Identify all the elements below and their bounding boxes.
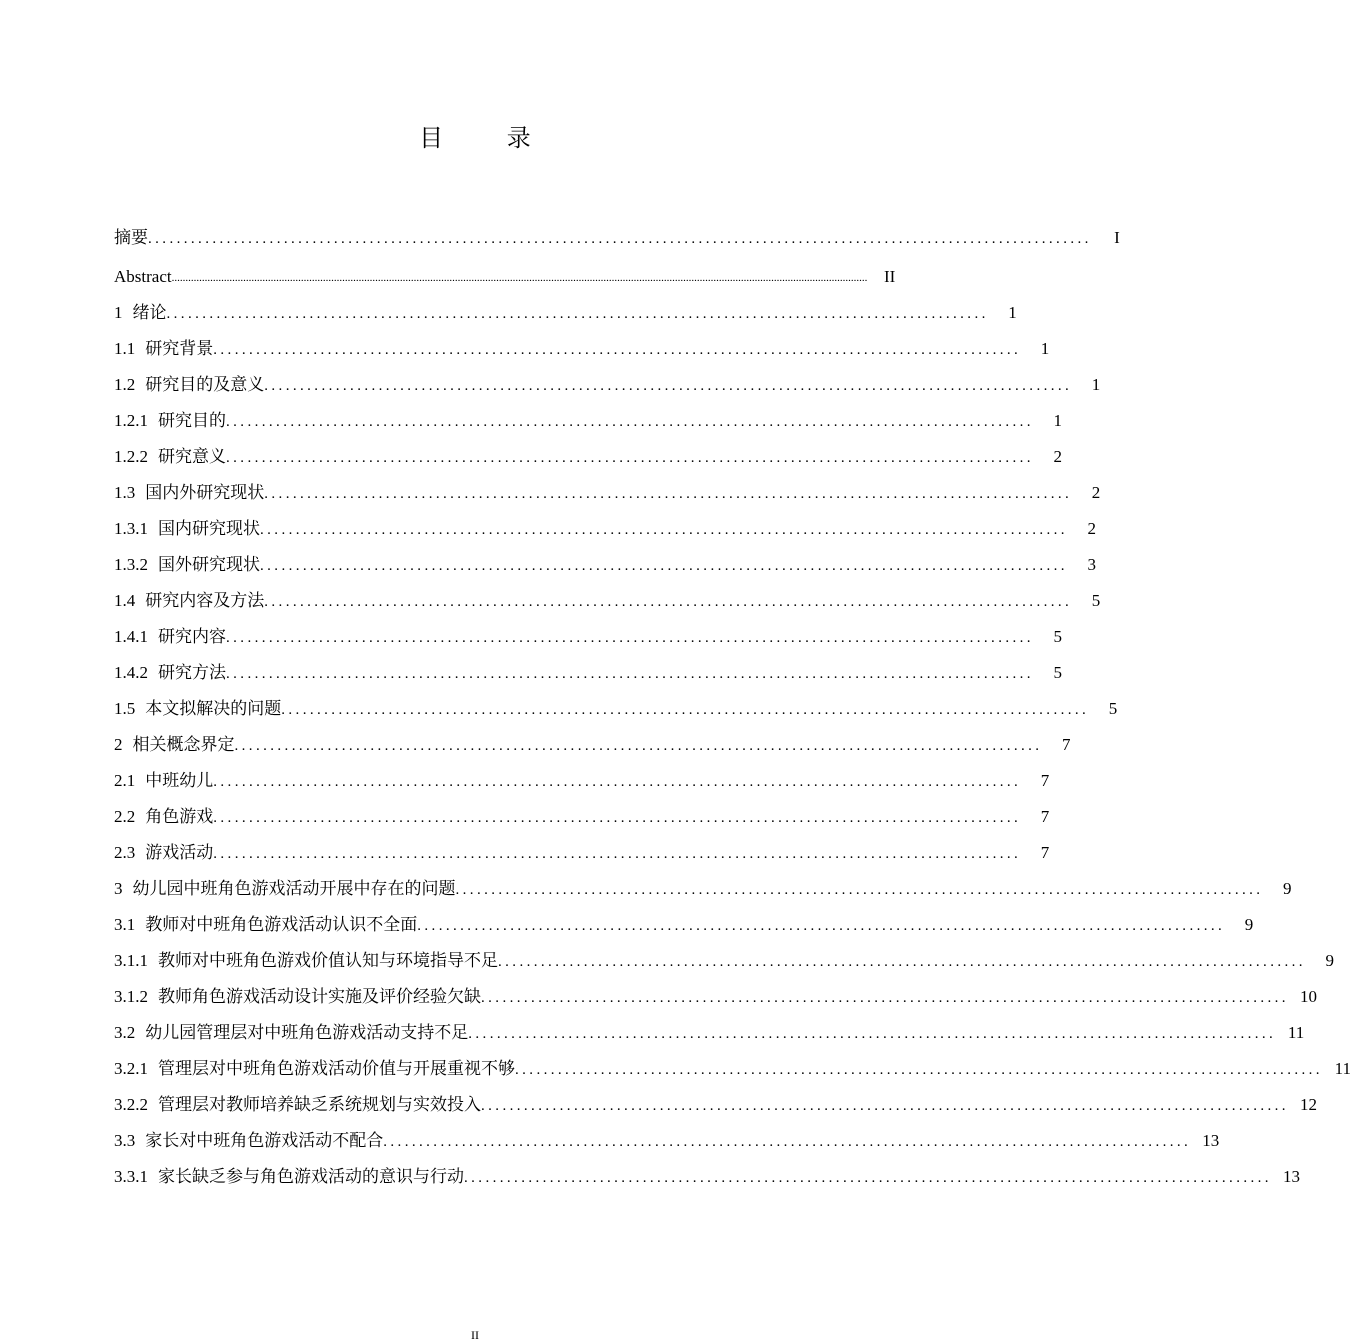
toc-entry[interactable] bbox=[114, 359, 1101, 395]
toc-entry-page: 11 bbox=[1334, 1059, 1351, 1078]
toc-entry-label: 摘要 bbox=[114, 228, 148, 247]
toc-entry-page: 7 bbox=[1040, 807, 1050, 826]
toc-entry-number: 1.3 bbox=[114, 483, 136, 502]
toc-entry[interactable] bbox=[114, 323, 1050, 359]
toc-leader-dots: ................................................................................................................. bbox=[468, 1026, 1277, 1042]
toc-leader-dots: ................................................................................................................. bbox=[213, 774, 1022, 790]
toc-entry-page: 12 bbox=[1299, 1095, 1317, 1114]
toc-entry-label: 相关概念界定 bbox=[132, 735, 235, 754]
toc-entry-number: 3.1 bbox=[114, 915, 136, 934]
toc-leader-dots: .................................................................................................................................... bbox=[148, 231, 1092, 247]
toc-leader-dots: ................................................................................................................. bbox=[213, 846, 1022, 862]
toc-entry-label: 研究背景 bbox=[145, 339, 214, 358]
toc-entry-page: 13 bbox=[1202, 1131, 1220, 1150]
toc-entry-label: 研究目的及意义 bbox=[145, 375, 265, 394]
toc-leader-dots: ................................................................................................................... bbox=[166, 306, 989, 322]
toc-entry-number: 1.3.1 bbox=[114, 519, 148, 538]
toc-entry-number: 1.2 bbox=[114, 375, 136, 394]
toc-entry-page: 1 bbox=[1008, 303, 1017, 322]
toc-entry-number: 3.1.1 bbox=[114, 951, 148, 970]
toc-entry[interactable] bbox=[114, 1079, 1317, 1115]
toc-entry-number: 1.1 bbox=[114, 339, 136, 358]
toc-entry-page: 2 bbox=[1053, 447, 1062, 466]
toc-entry-page: 11 bbox=[1287, 1023, 1305, 1042]
toc-entry-number: 1.4 bbox=[114, 591, 136, 610]
toc-entry[interactable] bbox=[114, 395, 1062, 431]
toc-leader-dots: ................................................................................................................. bbox=[213, 810, 1022, 826]
toc-entry-page: 3 bbox=[1087, 555, 1096, 574]
toc-entry[interactable] bbox=[114, 863, 1292, 899]
toc-entry-number: 2.2 bbox=[114, 807, 136, 826]
toc-entry-label: 本文拟解决的问题 bbox=[145, 699, 282, 718]
toc-entry[interactable] bbox=[114, 503, 1096, 539]
toc-leader-dots: ................................................................................................................. bbox=[264, 594, 1073, 610]
toc-entry-number: 2 bbox=[114, 735, 123, 754]
toc-entry-label: 幼儿园中班角色游戏活动开展中存在的问题 bbox=[132, 879, 456, 898]
toc-entry-page: 13 bbox=[1282, 1167, 1300, 1186]
toc-leader-dots: ................................................................................................................. bbox=[234, 738, 1043, 754]
toc-entry-label: 管理层对中班角色游戏活动价值与开展重视不够 bbox=[158, 1059, 515, 1078]
toc-entry-label: 角色游戏 bbox=[145, 807, 214, 826]
toc-leader-dots: ................................................................................................................. bbox=[383, 1134, 1192, 1150]
toc-entry-number: 3 bbox=[114, 879, 123, 898]
toc-entry-number: 1.5 bbox=[114, 699, 136, 718]
toc-entry[interactable] bbox=[114, 755, 1050, 791]
toc-leader-dots: ................................................................................................................. bbox=[264, 486, 1073, 502]
toc-entry-page: 2 bbox=[1091, 483, 1101, 502]
toc-entry-page: 5 bbox=[1091, 591, 1101, 610]
toc-entry-label: 教师对中班角色游戏活动认识不全面 bbox=[145, 915, 418, 934]
toc-entry-page: 7 bbox=[1061, 735, 1071, 754]
toc-leader-dots: ................................................................................................................. bbox=[515, 1062, 1323, 1078]
toc-entry[interactable] bbox=[114, 467, 1101, 503]
toc-leader-dots: ................................................................................................................. bbox=[226, 414, 1034, 430]
toc-leader-dots: ................................................................................................................. bbox=[417, 918, 1226, 934]
toc-leader-dots: ................................................................................................................. bbox=[498, 954, 1306, 970]
toc-entry[interactable] bbox=[114, 287, 1017, 323]
toc-entry-page: 5 bbox=[1053, 627, 1062, 646]
toc-leader-dots: ................................................................................................................. bbox=[281, 702, 1090, 718]
toc-entry-page: 1 bbox=[1091, 375, 1101, 394]
toc-leader-dots: ................................................................................................................. bbox=[226, 666, 1034, 682]
toc-entry[interactable] bbox=[114, 209, 1120, 248]
toc-entry-label: 教师对中班角色游戏价值认知与环境指导不足 bbox=[158, 951, 498, 970]
toc-entry[interactable] bbox=[114, 899, 1254, 935]
toc-entry-page: 7 bbox=[1040, 843, 1050, 862]
toc-leader-dots: ................................................................................................................. bbox=[226, 630, 1034, 646]
toc-entry[interactable] bbox=[114, 1115, 1220, 1151]
toc-entry-page: II bbox=[884, 267, 896, 286]
toc-entry[interactable] bbox=[114, 719, 1071, 755]
toc-entry-number: 1.3.2 bbox=[114, 555, 148, 574]
toc-entry-label: 研究内容 bbox=[158, 627, 226, 646]
toc-entry[interactable] bbox=[114, 575, 1101, 611]
toc-entry-number: 1 bbox=[114, 303, 123, 322]
toc-leader-dots: ................................................................................................................. bbox=[213, 342, 1022, 358]
toc-entry[interactable] bbox=[114, 683, 1118, 719]
toc-leader-dots: ................................................................................................................. bbox=[264, 378, 1073, 394]
toc-entry-label: Abstract bbox=[114, 267, 172, 286]
toc-entry-label: 研究意义 bbox=[158, 447, 226, 466]
toc-entry[interactable] bbox=[114, 647, 1062, 683]
toc-entry-page: 7 bbox=[1040, 771, 1050, 790]
toc-entry-label: 幼儿园管理层对中班角色游戏活动支持不足 bbox=[145, 1023, 469, 1042]
toc-entry-page: 1 bbox=[1040, 339, 1050, 358]
toc-entry[interactable] bbox=[114, 971, 1317, 1007]
toc-entry-label: 教师角色游戏活动设计实施及评价经验欠缺 bbox=[158, 987, 481, 1006]
toc-leader-dots: ................................................................................................................. bbox=[464, 1170, 1272, 1186]
toc-entry-label: 家长对中班角色游戏活动不配合 bbox=[145, 1131, 384, 1150]
footer-page-number: II bbox=[471, 1328, 479, 1342]
toc-entry-label: 研究方法 bbox=[158, 663, 226, 682]
toc-entry[interactable] bbox=[114, 1043, 1351, 1079]
toc-entry-number: 1.4.2 bbox=[114, 663, 148, 682]
toc-leader-dots: ................................................................................................................. bbox=[481, 990, 1289, 1006]
toc-entry-number: 1.4.1 bbox=[114, 627, 148, 646]
toc-entry-label: 中班幼儿 bbox=[145, 771, 214, 790]
toc-entry-number: 3.2 bbox=[114, 1023, 136, 1042]
toc-entry-page: 9 bbox=[1282, 879, 1292, 898]
toc-entry[interactable] bbox=[114, 1151, 1300, 1187]
toc-entry[interactable] bbox=[114, 611, 1062, 647]
toc-entry[interactable] bbox=[114, 827, 1050, 863]
toc-entry-number: 3.3.1 bbox=[114, 1167, 148, 1186]
toc-entry-number: 1.2.2 bbox=[114, 447, 148, 466]
toc-entry[interactable] bbox=[114, 539, 1096, 575]
toc-entry[interactable] bbox=[114, 935, 1334, 971]
toc-entry-number: 3.2.1 bbox=[114, 1059, 148, 1078]
toc-leader-dots: ................................................................................................................. bbox=[481, 1098, 1289, 1114]
table-of-contents bbox=[114, 209, 1351, 1187]
toc-entry-number: 1.2.1 bbox=[114, 411, 148, 430]
toc-entry-label: 绪论 bbox=[132, 303, 167, 322]
toc-entry-label: 国内外研究现状 bbox=[145, 483, 265, 502]
toc-entry-page: 5 bbox=[1108, 699, 1118, 718]
toc-entry-page: 9 bbox=[1244, 915, 1254, 934]
toc-leader-dots: ................................................................................................................. bbox=[455, 882, 1264, 898]
toc-entry-label: 研究目的 bbox=[158, 411, 226, 430]
toc-entry-page: 2 bbox=[1087, 519, 1096, 538]
toc-entry-number: 3.2.2 bbox=[114, 1095, 148, 1114]
toc-entry-label: 管理层对教师培养缺乏系统规划与实效投入 bbox=[158, 1095, 481, 1114]
toc-entry-page: 9 bbox=[1325, 951, 1334, 970]
toc-entry-page: 10 bbox=[1299, 987, 1317, 1006]
toc-entry-page: 1 bbox=[1053, 411, 1062, 430]
toc-entry-label: 游戏活动 bbox=[145, 843, 214, 862]
toc-leader-dots: ................................................................................................................. bbox=[226, 450, 1034, 466]
toc-entry-number: 3.3 bbox=[114, 1131, 136, 1150]
toc-leader-dots: ................................................................................................................. bbox=[260, 522, 1068, 538]
toc-leader-dots: ................................................................................................................. bbox=[260, 558, 1068, 574]
toc-entry[interactable] bbox=[114, 791, 1050, 827]
toc-entry[interactable] bbox=[114, 248, 896, 287]
toc-entry[interactable] bbox=[114, 431, 1062, 467]
toc-leader-dots: ............................................................................................................................................................................................................................................................. bbox=[171, 272, 868, 284]
toc-entry-number: 2.3 bbox=[114, 843, 136, 862]
toc-entry-label: 研究内容及方法 bbox=[145, 591, 265, 610]
toc-entry-label: 国内研究现状 bbox=[158, 519, 260, 538]
page-title: 目 录 bbox=[419, 124, 559, 152]
toc-entry-number: 2.1 bbox=[114, 771, 136, 790]
toc-entry-label: 家长缺乏参与角色游戏活动的意识与行动 bbox=[158, 1167, 464, 1186]
toc-entry-number: 3.1.2 bbox=[114, 987, 148, 1006]
toc-entry-label: 国外研究现状 bbox=[158, 555, 260, 574]
toc-entry-page: 5 bbox=[1053, 663, 1062, 682]
toc-entry[interactable] bbox=[114, 1007, 1305, 1043]
toc-entry-page: I bbox=[1114, 228, 1120, 247]
